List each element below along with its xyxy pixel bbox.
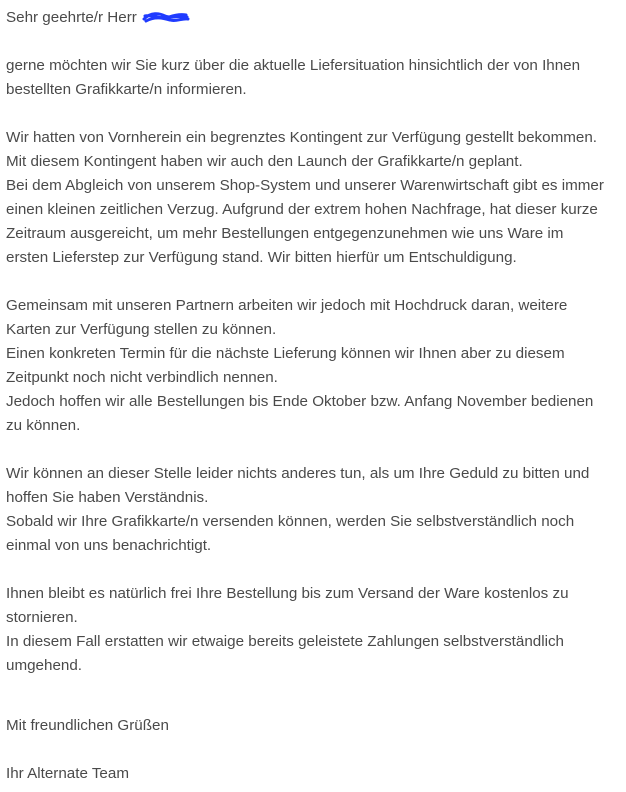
- text-line: zu können.: [6, 417, 81, 434]
- salutation-line: [6, 6, 626, 30]
- text-line: Wir hatten von Vornherein ein begrenztes Kontingent zur Verfügung gestellt bekommen.: [6, 129, 597, 146]
- redacted-name: [143, 10, 189, 24]
- text-line: Zeitpunkt noch nicht verbindlich nennen.: [6, 369, 278, 386]
- paragraph-cancellation: [6, 582, 626, 678]
- text-line: bestellten Grafikkarte/n informieren.: [6, 81, 247, 98]
- text-line: ersten Lieferstep zur Verfügung stand. Wir bitten hierfür um Entschuldigung.: [6, 249, 517, 266]
- redaction-scribble: [144, 14, 188, 21]
- paragraph-partners: [6, 294, 626, 438]
- text-line: Ihnen bleibt es natürlich frei Ihre Bestellung bis zum Versand der Ware kostenlos zu: [6, 585, 569, 602]
- text-line: umgehend.: [6, 657, 82, 674]
- email-body: [6, 6, 626, 786]
- paragraph-patience: [6, 462, 626, 558]
- signature: Ihr Alternate Team: [6, 765, 129, 782]
- text-line: Gemeinsam mit unseren Partnern arbeiten wir jedoch mit Hochdruck daran, weitere: [6, 297, 568, 314]
- text-line: Wir können an dieser Stelle leider nichts anderes tun, als um Ihre Geduld zu bitten und: [6, 465, 590, 482]
- text-line: Karten zur Verfügung stellen zu können.: [6, 321, 277, 338]
- text-line: In diesem Fall erstatten wir etwaige bereits geleistete Zahlungen selbstverständlich: [6, 633, 565, 650]
- text-line: Sobald wir Ihre Grafikkarte/n versenden können, werden Sie selbstverständlich noch: [6, 513, 575, 530]
- text-line: einen kleinen zeitlichen Verzug. Aufgrund der extrem hohen Nachfrage, hat dieser kurze: [6, 201, 598, 218]
- text-line: Mit diesem Kontingent haben wir auch den Launch der Grafikkarte/n geplant.: [6, 153, 523, 170]
- paragraph-delivery-info: [6, 54, 626, 102]
- text-line: Bei dem Abgleich von unserem Shop-System und unserer Warenwirtschaft gibt es immer: [6, 177, 604, 194]
- text-line: hoffen Sie haben Verständnis.: [6, 489, 209, 506]
- salutation-text: Sehr geehrte/r Herr: [6, 9, 137, 26]
- closing: Mit freundlichen Grüßen: [6, 717, 169, 734]
- text-line: Einen konkreten Termin für die nächste Lieferung können wir Ihnen aber zu diesem: [6, 345, 565, 362]
- text-line: gerne möchten wir Sie kurz über die aktuelle Liefersituation hinsichtlich der von Ihnen: [6, 57, 581, 74]
- text-line: einmal von uns benachrichtigt.: [6, 537, 212, 554]
- text-line: Jedoch hoffen wir alle Bestellungen bis Ende Oktober bzw. Anfang November bedienen: [6, 393, 594, 410]
- text-line: stornieren.: [6, 609, 78, 626]
- text-line: Zeitraum ausgereicht, um mehr Bestellungen entgegenzunehmen wie uns Ware im: [6, 225, 564, 242]
- paragraph-contingent: [6, 126, 626, 270]
